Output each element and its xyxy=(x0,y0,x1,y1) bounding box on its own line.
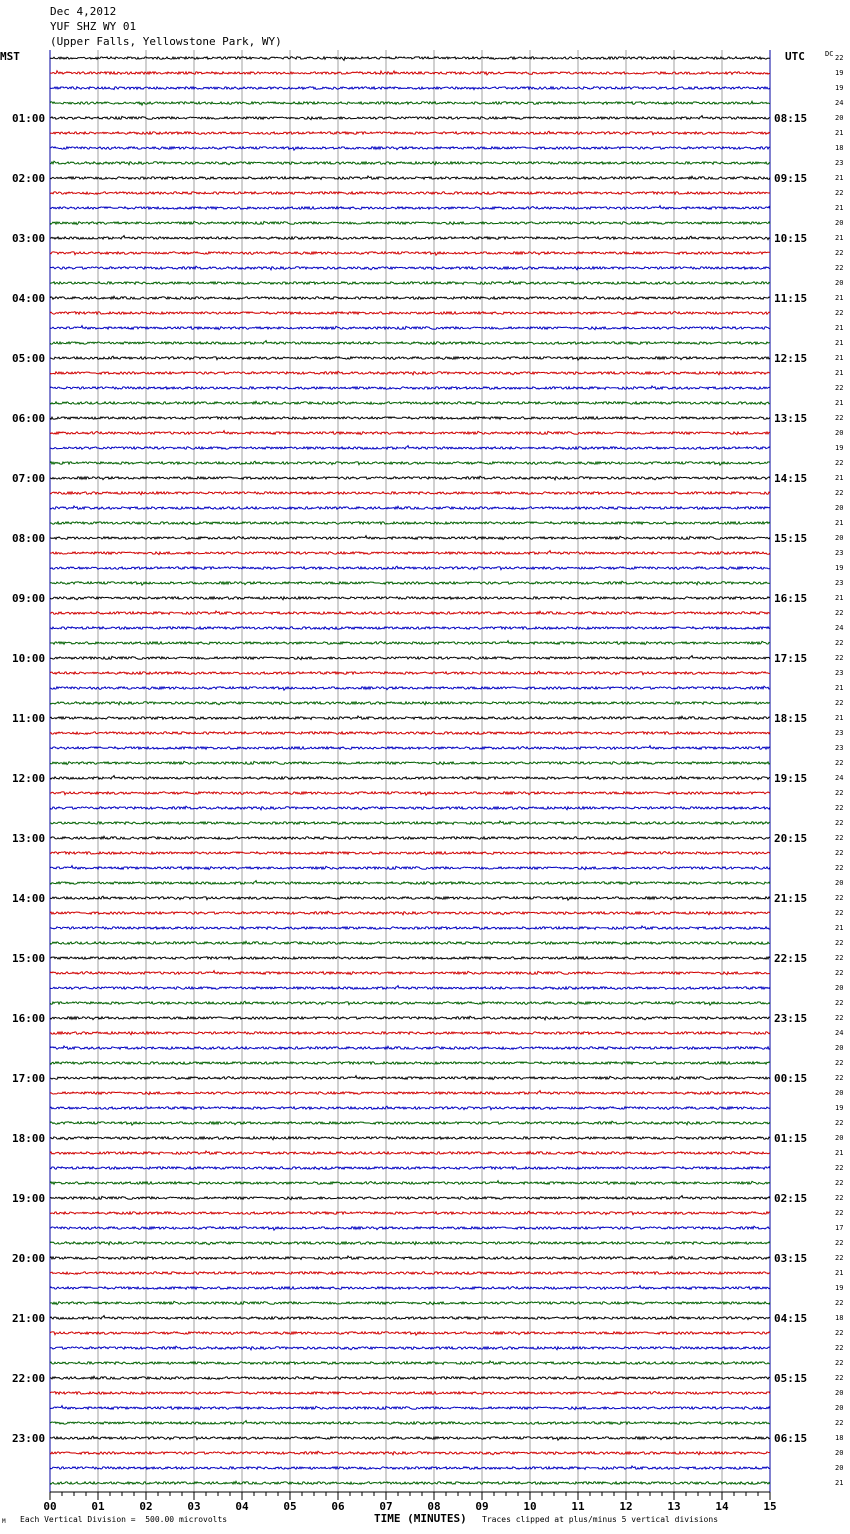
seismic-trace xyxy=(50,1301,770,1304)
hour-label-mst: 02:00 xyxy=(12,172,46,185)
dc-offset-value: 21 xyxy=(835,1479,844,1487)
hour-label-mst: 04:00 xyxy=(12,292,46,305)
seismic-trace xyxy=(50,281,770,284)
hour-label-mst: 12:00 xyxy=(12,772,46,785)
header-location: (Upper Falls, Yellowstone Park, WY) xyxy=(50,35,282,48)
seismic-trace xyxy=(50,1016,770,1020)
seismic-trace xyxy=(50,476,770,480)
hour-label-mst: 01:00 xyxy=(12,112,46,125)
x-tick-label: 08 xyxy=(427,1500,441,1513)
seismic-trace xyxy=(50,581,770,585)
left-timezone-label: MST xyxy=(0,50,20,63)
seismic-trace xyxy=(50,627,770,630)
hour-label-utc: 10:15 xyxy=(774,232,808,245)
dc-offset-value: 22 xyxy=(835,789,844,797)
dc-offset-value: 21 xyxy=(835,594,844,602)
dc-offset-value: 22 xyxy=(835,834,844,842)
seismic-trace xyxy=(50,896,770,900)
seismic-trace xyxy=(50,1361,770,1364)
seismic-trace xyxy=(50,522,770,525)
dc-offset-value: 22 xyxy=(835,909,844,917)
seismic-trace xyxy=(50,1167,770,1170)
seismic-trace xyxy=(50,101,770,105)
seismic-trace xyxy=(50,957,770,960)
dc-offset-value: 21 xyxy=(835,354,844,362)
dc-offset-value: 22 xyxy=(835,1344,844,1352)
dc-offset-value: 19 xyxy=(835,564,844,572)
seismic-trace xyxy=(50,236,770,240)
hour-label-utc: 02:15 xyxy=(774,1192,808,1205)
seismic-trace xyxy=(50,1137,770,1140)
seismic-trace xyxy=(50,597,770,600)
dc-offset-value: 23 xyxy=(835,744,844,752)
dc-offset-value: 19 xyxy=(835,444,844,452)
dc-offset-value: 18 xyxy=(835,1434,844,1442)
dc-offset-value: 23 xyxy=(835,549,844,557)
dc-offset-value: 22 xyxy=(835,264,844,272)
dc-offset-value: 20 xyxy=(835,984,844,992)
dc-offset-value: 21 xyxy=(835,324,844,332)
dc-offset-value: 21 xyxy=(835,924,844,932)
hour-label-utc: 08:15 xyxy=(774,112,808,125)
seismic-trace xyxy=(50,492,770,495)
header-station: YUF SHZ WY 01 xyxy=(50,20,137,33)
seismic-trace xyxy=(50,911,770,915)
dc-offset-value: 22 xyxy=(835,1014,844,1022)
dc-offset-value: 19 xyxy=(835,84,844,92)
seismic-trace xyxy=(50,746,770,750)
dc-offset-value: 22 xyxy=(835,804,844,812)
seismic-trace xyxy=(50,1196,770,1200)
seismic-trace xyxy=(50,1346,770,1350)
dc-offset-value: 22 xyxy=(835,1254,844,1262)
dc-offset-value: 22 xyxy=(835,384,844,392)
seismic-trace xyxy=(50,1272,770,1275)
dc-offset-value: 22 xyxy=(835,609,844,617)
seismic-trace xyxy=(50,1046,770,1049)
dc-offset-value: 20 xyxy=(835,429,844,437)
seismic-trace xyxy=(50,881,770,885)
dc-offset-value: 20 xyxy=(835,1404,844,1412)
seismic-trace xyxy=(50,1436,770,1440)
x-tick-label: 00 xyxy=(43,1500,57,1513)
seismic-trace xyxy=(50,852,770,855)
seismic-trace xyxy=(50,792,770,795)
hour-label-mst: 13:00 xyxy=(12,832,46,845)
seismic-trace xyxy=(50,971,770,975)
seismic-trace xyxy=(50,1076,770,1080)
seismic-trace xyxy=(50,161,770,165)
seismic-trace xyxy=(50,941,770,944)
dc-offset-value: 20 xyxy=(835,504,844,512)
dc-offset-value: 22 xyxy=(835,819,844,827)
dc-offset-value: 19 xyxy=(835,1104,844,1112)
dc-offset-value: 23 xyxy=(835,579,844,587)
dc-offset-value: 23 xyxy=(835,729,844,737)
seismic-trace xyxy=(50,431,770,435)
seismic-trace xyxy=(50,761,770,764)
x-tick-label: 04 xyxy=(235,1500,249,1513)
hour-label-utc: 21:15 xyxy=(774,892,808,905)
hour-label-mst: 10:00 xyxy=(12,652,46,665)
seismic-trace xyxy=(50,551,770,555)
seismic-trace xyxy=(50,566,770,570)
seismic-trace xyxy=(50,716,770,719)
x-tick-label: 13 xyxy=(667,1500,681,1513)
dc-offset-value: 24 xyxy=(835,624,844,632)
dc-offset-value: 22 xyxy=(835,1239,844,1247)
header-date: Dec 4,2012 xyxy=(50,5,117,18)
dc-label: DC xyxy=(825,50,834,58)
seismic-trace xyxy=(50,1451,770,1455)
seismic-trace xyxy=(50,1392,770,1395)
hour-label-mst: 05:00 xyxy=(12,352,46,365)
hour-label-mst: 15:00 xyxy=(12,952,46,965)
seismic-trace xyxy=(50,1286,770,1290)
dc-offset-value: 22 xyxy=(835,1419,844,1427)
hour-label-mst: 07:00 xyxy=(12,472,46,485)
hour-label-utc: 18:15 xyxy=(774,712,808,725)
corner-mark: M xyxy=(2,1518,6,1525)
seismic-trace xyxy=(50,1242,770,1245)
seismic-trace xyxy=(50,1376,770,1379)
seismic-trace xyxy=(50,221,770,224)
dc-offset-value: 23 xyxy=(835,159,844,167)
seismic-trace xyxy=(50,1091,770,1095)
dc-offset-value: 24 xyxy=(835,1029,844,1037)
dc-offset-value: 22 xyxy=(835,639,844,647)
dc-offset-value: 22 xyxy=(835,864,844,872)
x-tick-label: 06 xyxy=(331,1500,345,1513)
hour-label-utc: 01:15 xyxy=(774,1132,808,1145)
dc-offset-value: 22 xyxy=(835,999,844,1007)
x-tick-label: 14 xyxy=(715,1500,729,1513)
hour-label-mst: 19:00 xyxy=(12,1192,46,1205)
dc-offset-value: 21 xyxy=(835,519,844,527)
hour-label-mst: 23:00 xyxy=(12,1432,46,1445)
dc-offset-value: 22 xyxy=(835,1194,844,1202)
seismic-trace xyxy=(50,386,770,389)
dc-offset-value: 18 xyxy=(835,1314,844,1322)
seismic-trace xyxy=(50,341,770,345)
dc-offset-value: 21 xyxy=(835,1269,844,1277)
hour-label-utc: 03:15 xyxy=(774,1252,808,1265)
hour-label-utc: 14:15 xyxy=(774,472,808,485)
dc-offset-value: 21 xyxy=(835,684,844,692)
dc-offset-value: 22 xyxy=(835,1179,844,1187)
dc-offset-value: 21 xyxy=(835,294,844,302)
dc-offset-value: 21 xyxy=(835,234,844,242)
x-tick-label: 11 xyxy=(571,1500,585,1513)
x-tick-label: 02 xyxy=(139,1500,153,1513)
hour-label-mst: 16:00 xyxy=(12,1012,46,1025)
seismic-trace xyxy=(50,1032,770,1035)
x-tick-label: 03 xyxy=(187,1500,201,1513)
seismic-trace xyxy=(50,57,770,61)
seismic-trace xyxy=(50,536,770,540)
dc-offset-value: 18 xyxy=(835,144,844,152)
x-tick-label: 12 xyxy=(619,1500,633,1513)
seismic-trace xyxy=(50,401,770,404)
seismic-trace xyxy=(50,926,770,929)
hour-label-utc: 16:15 xyxy=(774,592,808,605)
seismic-trace xyxy=(50,252,770,255)
seismic-trace xyxy=(50,836,770,839)
hour-label-utc: 23:15 xyxy=(774,1012,808,1025)
dc-offset-value: 21 xyxy=(835,474,844,482)
dc-offset-value: 21 xyxy=(835,204,844,212)
seismic-trace xyxy=(50,776,770,780)
seismic-trace xyxy=(50,417,770,420)
seismic-trace xyxy=(50,1332,770,1335)
seismic-trace xyxy=(50,1226,770,1230)
hour-label-mst: 17:00 xyxy=(12,1072,46,1085)
dc-offset-value: 22 xyxy=(835,969,844,977)
dc-offset-value: 20 xyxy=(835,279,844,287)
dc-offset-value: 23 xyxy=(835,669,844,677)
dc-offset-value: 20 xyxy=(835,1134,844,1142)
scale-note: Each Vertical Division = 500.00 microvolts xyxy=(20,1515,228,1524)
hour-label-utc: 04:15 xyxy=(774,1312,808,1325)
dc-offset-value: 22 xyxy=(835,249,844,257)
hour-label-utc: 19:15 xyxy=(774,772,808,785)
seismic-trace xyxy=(50,806,770,810)
dc-offset-value: 21 xyxy=(835,339,844,347)
seismic-trace xyxy=(50,656,770,660)
hour-label-utc: 15:15 xyxy=(774,532,808,545)
seismic-trace xyxy=(50,326,770,330)
seismic-trace xyxy=(50,611,770,614)
seismic-trace xyxy=(50,147,770,150)
seismic-trace xyxy=(50,446,770,450)
seismic-trace xyxy=(50,1106,770,1110)
dc-offset-value: 20 xyxy=(835,1089,844,1097)
x-tick-label: 09 xyxy=(475,1500,489,1513)
dc-offset-value: 22 xyxy=(835,759,844,767)
hour-label-utc: 13:15 xyxy=(774,412,808,425)
hour-label-mst: 11:00 xyxy=(12,712,46,725)
seismic-trace xyxy=(50,192,770,195)
hour-label-utc: 22:15 xyxy=(774,952,808,965)
hour-label-utc: 12:15 xyxy=(774,352,808,365)
x-tick-label: 10 xyxy=(523,1500,537,1513)
dc-offset-value: 21 xyxy=(835,174,844,182)
dc-offset-value: 22 xyxy=(835,1074,844,1082)
hour-label-mst: 22:00 xyxy=(12,1372,46,1385)
dc-offset-value: 24 xyxy=(835,99,844,107)
hour-label-utc: 20:15 xyxy=(774,832,808,845)
seismic-trace xyxy=(50,506,770,509)
seismic-trace xyxy=(50,1211,770,1215)
dc-offset-value: 19 xyxy=(835,1284,844,1292)
seismic-trace xyxy=(50,1256,770,1259)
hour-label-utc: 06:15 xyxy=(774,1432,808,1445)
seismic-trace xyxy=(50,312,770,315)
dc-offset-value: 22 xyxy=(835,1359,844,1367)
dc-offset-value: 24 xyxy=(835,774,844,782)
hour-label-mst: 09:00 xyxy=(12,592,46,605)
x-axis-label: TIME (MINUTES) xyxy=(374,1512,467,1525)
seismic-trace xyxy=(50,356,770,360)
seismic-trace xyxy=(50,821,770,824)
hour-label-utc: 11:15 xyxy=(774,292,808,305)
seismic-trace xyxy=(50,702,770,705)
dc-offset-value: 22 xyxy=(835,1329,844,1337)
hour-label-mst: 14:00 xyxy=(12,892,46,905)
seismic-trace xyxy=(50,1466,770,1469)
dc-offset-value: 22 xyxy=(835,189,844,197)
dc-offset-value: 19 xyxy=(835,69,844,77)
seismic-trace xyxy=(50,732,770,735)
dc-offset-value: 20 xyxy=(835,1464,844,1472)
seismic-trace xyxy=(50,371,770,375)
hour-label-utc: 17:15 xyxy=(774,652,808,665)
dc-offset-value: 21 xyxy=(835,399,844,407)
seismic-trace xyxy=(50,116,770,120)
dc-offset-value: 20 xyxy=(835,1389,844,1397)
dc-offset-value: 22 xyxy=(835,1059,844,1067)
seismic-trace xyxy=(50,266,770,270)
dc-offset-value: 22 xyxy=(835,1299,844,1307)
dc-offset-value: 22 xyxy=(835,699,844,707)
hour-label-mst: 20:00 xyxy=(12,1252,46,1265)
hour-label-utc: 00:15 xyxy=(774,1072,808,1085)
hour-label-mst: 06:00 xyxy=(12,412,46,425)
dc-offset-value: 22 xyxy=(835,489,844,497)
dc-offset-value: 22 xyxy=(835,654,844,662)
hour-label-mst: 21:00 xyxy=(12,1312,46,1325)
seismic-trace xyxy=(50,1001,770,1005)
dc-offset-value: 17 xyxy=(835,1224,844,1232)
right-timezone-label: UTC xyxy=(785,50,805,63)
hour-label-mst: 03:00 xyxy=(12,232,46,245)
seismic-trace xyxy=(50,641,770,645)
dc-offset-value: 22 xyxy=(835,939,844,947)
x-tick-label: 05 xyxy=(283,1500,297,1513)
seismic-trace xyxy=(50,1121,770,1125)
seismic-trace xyxy=(50,461,770,465)
dc-offset-value: 20 xyxy=(835,534,844,542)
seismic-trace xyxy=(50,1406,770,1410)
dc-offset-value: 22 xyxy=(835,414,844,422)
dc-offset-value: 21 xyxy=(835,714,844,722)
dc-offset-value: 22 xyxy=(835,1209,844,1217)
hour-label-utc: 05:15 xyxy=(774,1372,808,1385)
dc-offset-value: 22 xyxy=(835,1374,844,1382)
seismic-trace xyxy=(50,1151,770,1154)
dc-offset-value: 22 xyxy=(835,849,844,857)
seismic-trace xyxy=(50,206,770,210)
seismic-trace xyxy=(50,176,770,179)
dc-offset-value: 22 xyxy=(835,309,844,317)
seismic-trace xyxy=(50,296,770,299)
dc-offset-value: 20 xyxy=(835,219,844,227)
dc-offset-value: 22 xyxy=(835,459,844,467)
dc-offset-value: 22 xyxy=(835,954,844,962)
seismic-trace xyxy=(50,71,770,75)
hour-label-utc: 09:15 xyxy=(774,172,808,185)
dc-offset-value: 20 xyxy=(835,879,844,887)
dc-offset-value: 21 xyxy=(835,1149,844,1157)
seismic-trace xyxy=(50,1421,770,1425)
dc-offset-value: 20 xyxy=(835,1044,844,1052)
hour-label-mst: 18:00 xyxy=(12,1132,46,1145)
seismic-trace xyxy=(50,1316,770,1320)
seismic-trace xyxy=(50,671,770,675)
seismic-trace xyxy=(50,866,770,870)
seismic-trace xyxy=(50,87,770,90)
dc-offset-value: 22 xyxy=(835,1119,844,1127)
dc-offset-value: 21 xyxy=(835,369,844,377)
seismic-trace xyxy=(50,1062,770,1065)
x-tick-label: 01 xyxy=(91,1500,105,1513)
seismic-trace xyxy=(50,1481,770,1484)
dc-offset-value: 21 xyxy=(835,129,844,137)
x-tick-label: 07 xyxy=(379,1500,393,1513)
hour-label-mst: 08:00 xyxy=(12,532,46,545)
dc-offset-value: 22 xyxy=(835,894,844,902)
dc-offset-value: 22 xyxy=(835,54,844,62)
x-tick-label: 15 xyxy=(763,1500,777,1513)
seismic-trace xyxy=(50,986,770,990)
dc-offset-value: 20 xyxy=(835,114,844,122)
dc-offset-value: 20 xyxy=(835,1449,844,1457)
dc-offset-value: 22 xyxy=(835,1164,844,1172)
seismic-trace xyxy=(50,1181,770,1185)
seismic-trace xyxy=(50,686,770,690)
seismic-trace xyxy=(50,131,770,135)
clip-note: Traces clipped at plus/minus 5 vertical divisions xyxy=(482,1515,719,1524)
